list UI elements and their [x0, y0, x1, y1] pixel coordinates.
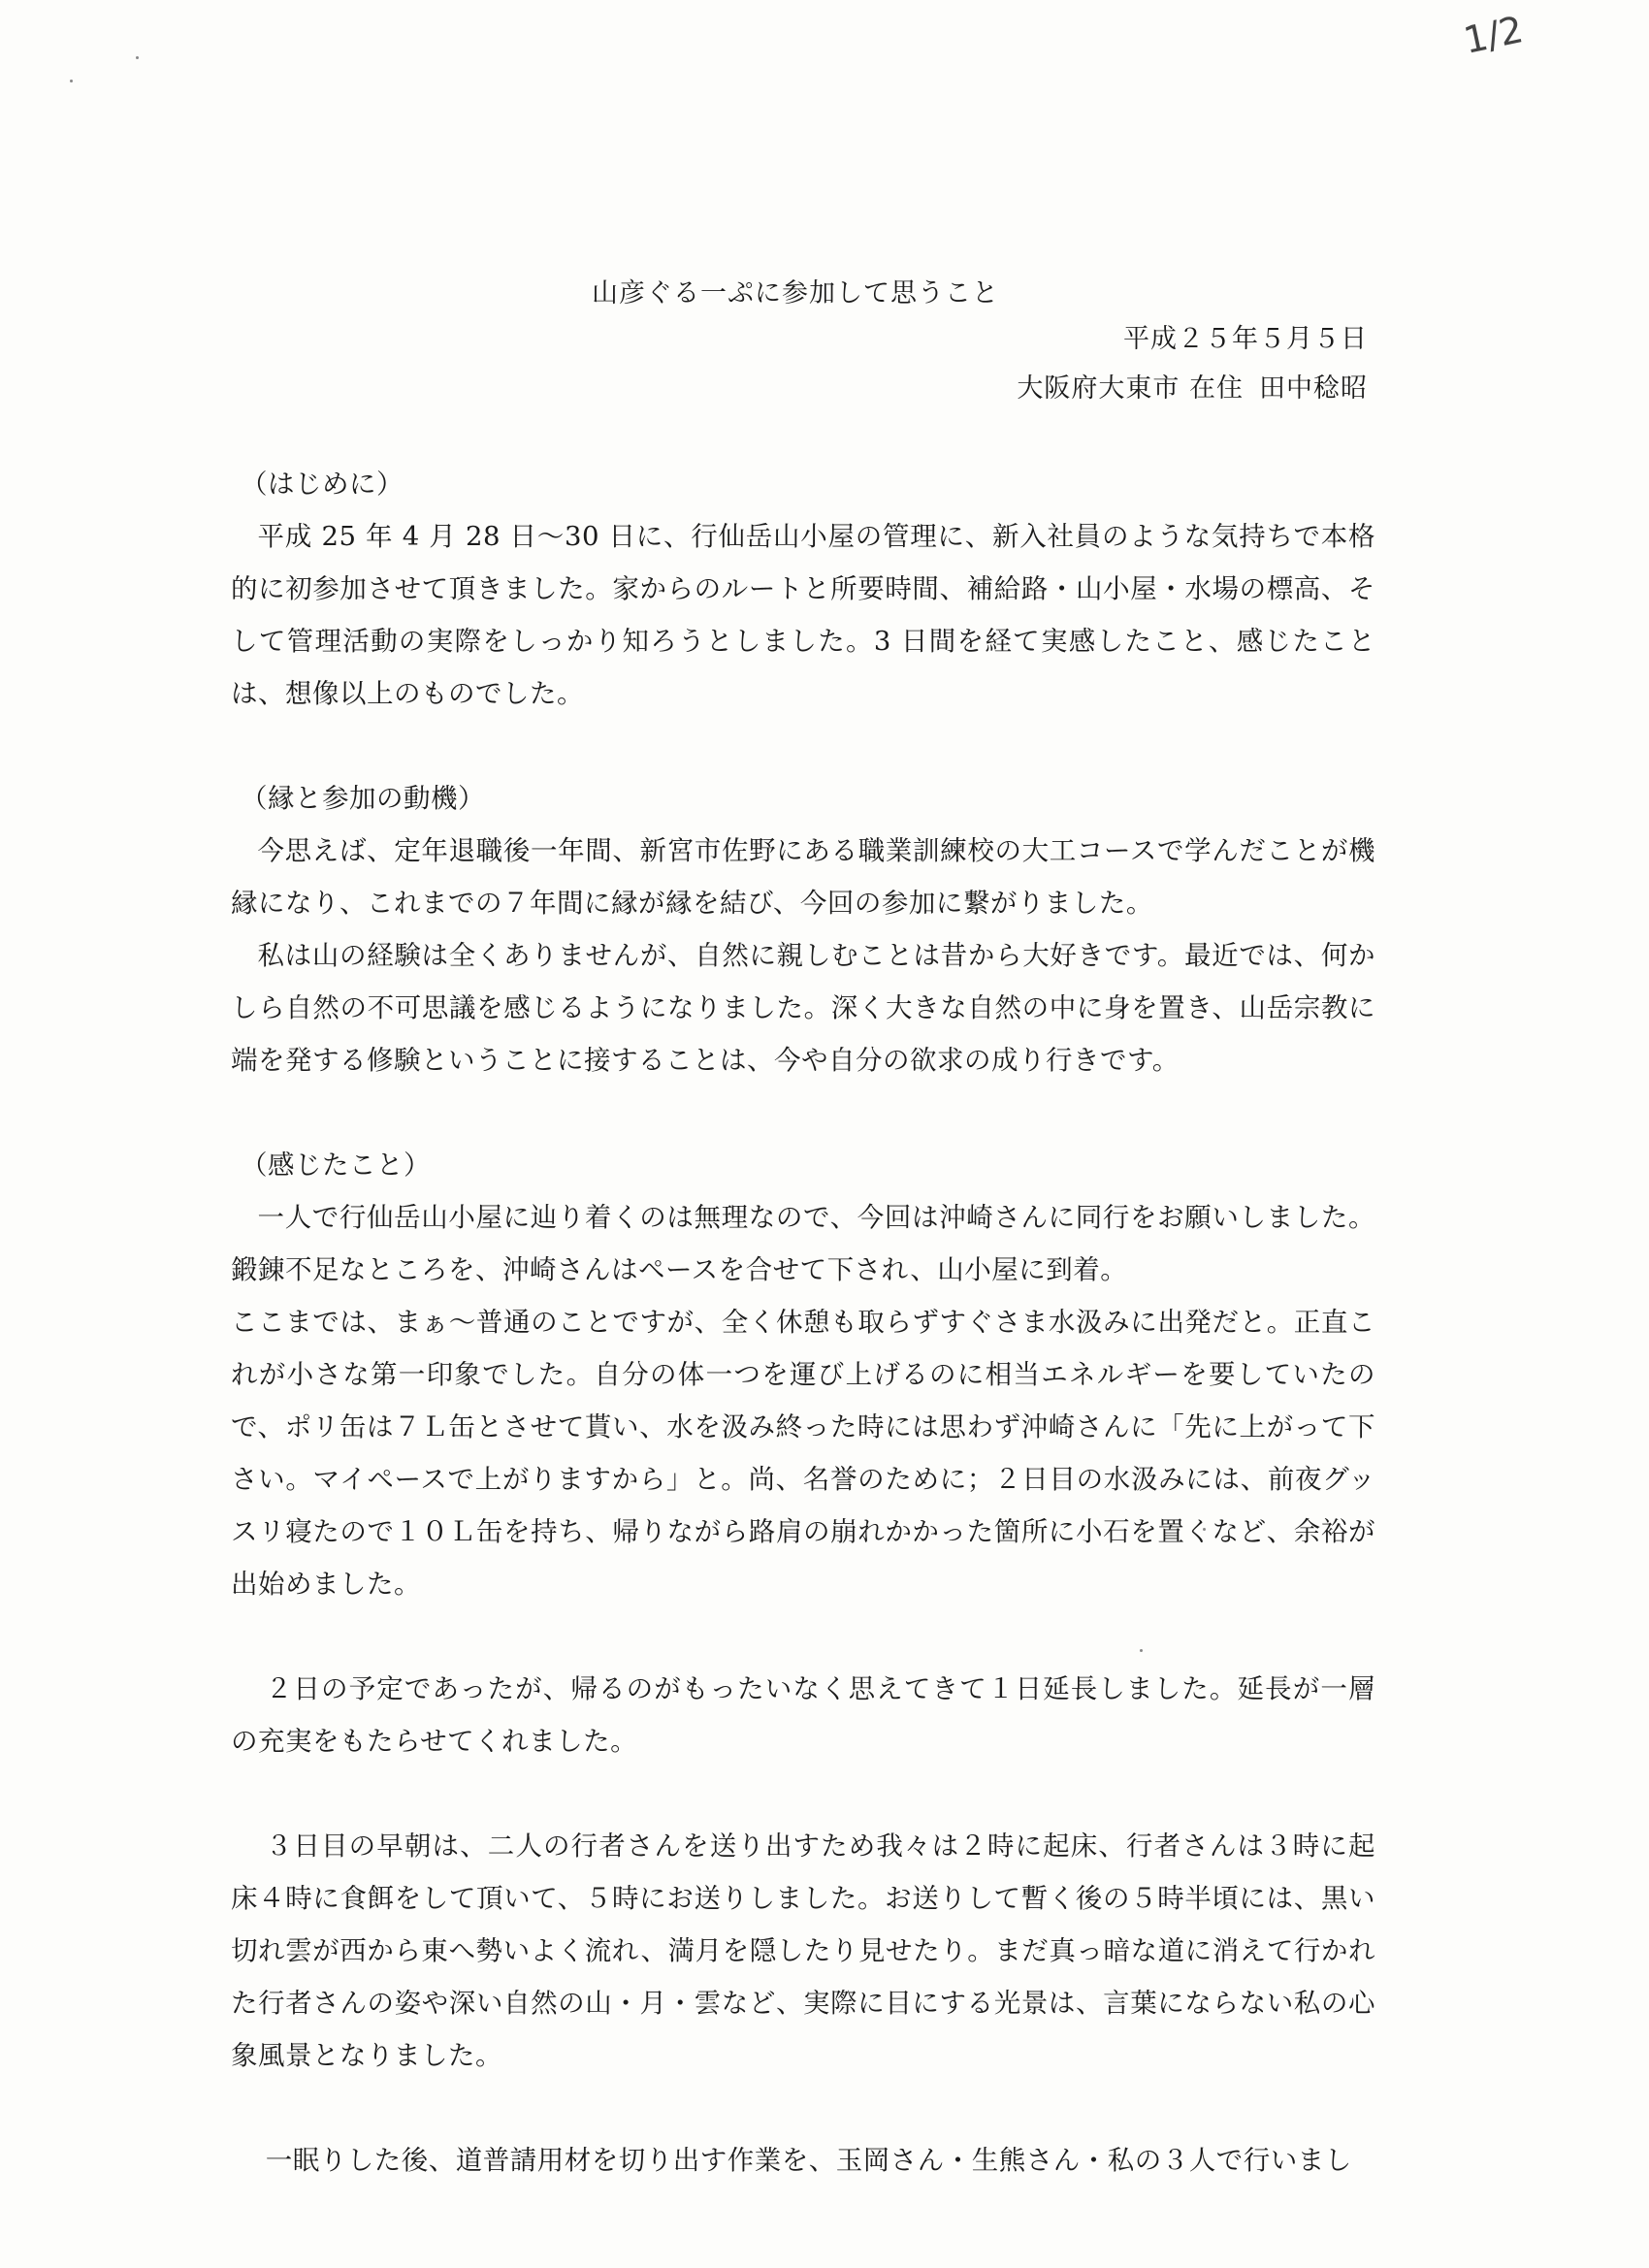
paragraph-spacer — [231, 1610, 1375, 1663]
section-heading-motive: （縁と参加の動機） — [241, 783, 485, 814]
paragraph-spacer — [231, 1086, 1375, 1139]
motive-paragraph-1: 今思えば、定年退職後一年間、新宮市佐野にある職業訓練校の大工コースで学んだことが機縁になり、これまでの７年間に縁が縁を結び、今回の参加に繋がりました。 — [231, 835, 1375, 919]
motive-paragraph-2: 私は山の経験は全くありませんが、自然に親しむことは昔から大好きです。最近では、何かしら自然の不可思議を感じるようになりました。深く大きな自然の中に身を置き、山岳宗教に端を発する修験ということに接することは、今や自分の欲求の成り行きです。 — [231, 940, 1375, 1076]
document-title: 山彦ぐる一ぷに参加して思うこと — [592, 278, 999, 308]
paragraph-spacer — [231, 720, 1375, 772]
scan-speck — [136, 56, 139, 59]
impressions-paragraph-3: ２日の予定であったが、帰るのがもったいなく思えてきて１日延長しました。延長が一層の充実をもたらせてくれました。 — [231, 1673, 1375, 1757]
impressions-paragraph-5: 一眠りした後、道普請用材を切り出す作業を、玉岡さん・生熊さん・私の３人で行いまし — [265, 2145, 1352, 2176]
paragraph-spacer — [231, 1767, 1375, 1820]
section-heading-impressions: （感じたこと） — [241, 1150, 431, 1181]
paragraph-spacer — [231, 2082, 1375, 2134]
author-location: 大阪府大東市 在住 — [1017, 373, 1244, 404]
impressions-paragraph-4: ３日目の早朝は、二人の行者さんを送り出すため我々は２時に起床、行者さんは３時に起床４時に食餌をして頂いて、５時にお送りしました。お送りして暫く後の５時半頃には、黒い切れ雲が西から東へ勢いよく流れ、満月を隠したり見せたり。まだ真っ暗な道に消えて行かれた行者さんの姿や深い自然の山・月・雲など、実際に目にする光景は、言葉にならない私の心象風景となりました。 — [231, 1831, 1375, 2071]
impressions-paragraph-2: ここまでは、まぁ～普通のことですが、全く休憩も取らずすぐさま水汲みに出発だと。正直これが小さな第一印象でした。自分の体一つを運び上げるのに相当エネルギーを要していたので、ポリ缶は７Ｌ缶とさせて貰い、水を汲み終った時には思わず沖崎さんに「先に上がって下さい。マイペースで上がりますから」と。尚、名誉のために；２日目の水汲みには、前夜グッスリ寝たので１０Ｌ缶を持ち、帰りながら路肩の崩れかかった箇所に小石を置くなど、余裕が出始めました。 — [231, 1307, 1375, 1600]
intro-paragraph: 平成 25 年 4 月 28 日～30 日に、行仙岳山小屋の管理に、新入社員のような気持ちで本格的に初参加させて頂きました。家からのルートと所要時間、補給路・山小屋・水場の標高、そして管理活動の実際をしっかり知ろうとしました。3 日間を経て実感したこと、感じたことは、想像以上のものでした。 — [231, 521, 1375, 709]
section-heading-intro: （はじめに） — [241, 469, 404, 500]
document-author — [1017, 367, 1368, 405]
page-number: 1/2 — [1459, 8, 1527, 62]
scan-speck — [70, 80, 73, 82]
impressions-paragraph-1: 一人で行仙岳山小屋に辿り着くのは無理なので、今回は沖崎さんに同行をお願いしました。鍛錬不足なところを、沖崎さんはペースを合せて下され、山小屋に到着。 — [231, 1202, 1375, 1285]
author-name: 田中稔昭 — [1259, 373, 1368, 404]
document-body — [231, 458, 1375, 2187]
document-date: 平成２５年５月５日 — [1123, 324, 1368, 354]
